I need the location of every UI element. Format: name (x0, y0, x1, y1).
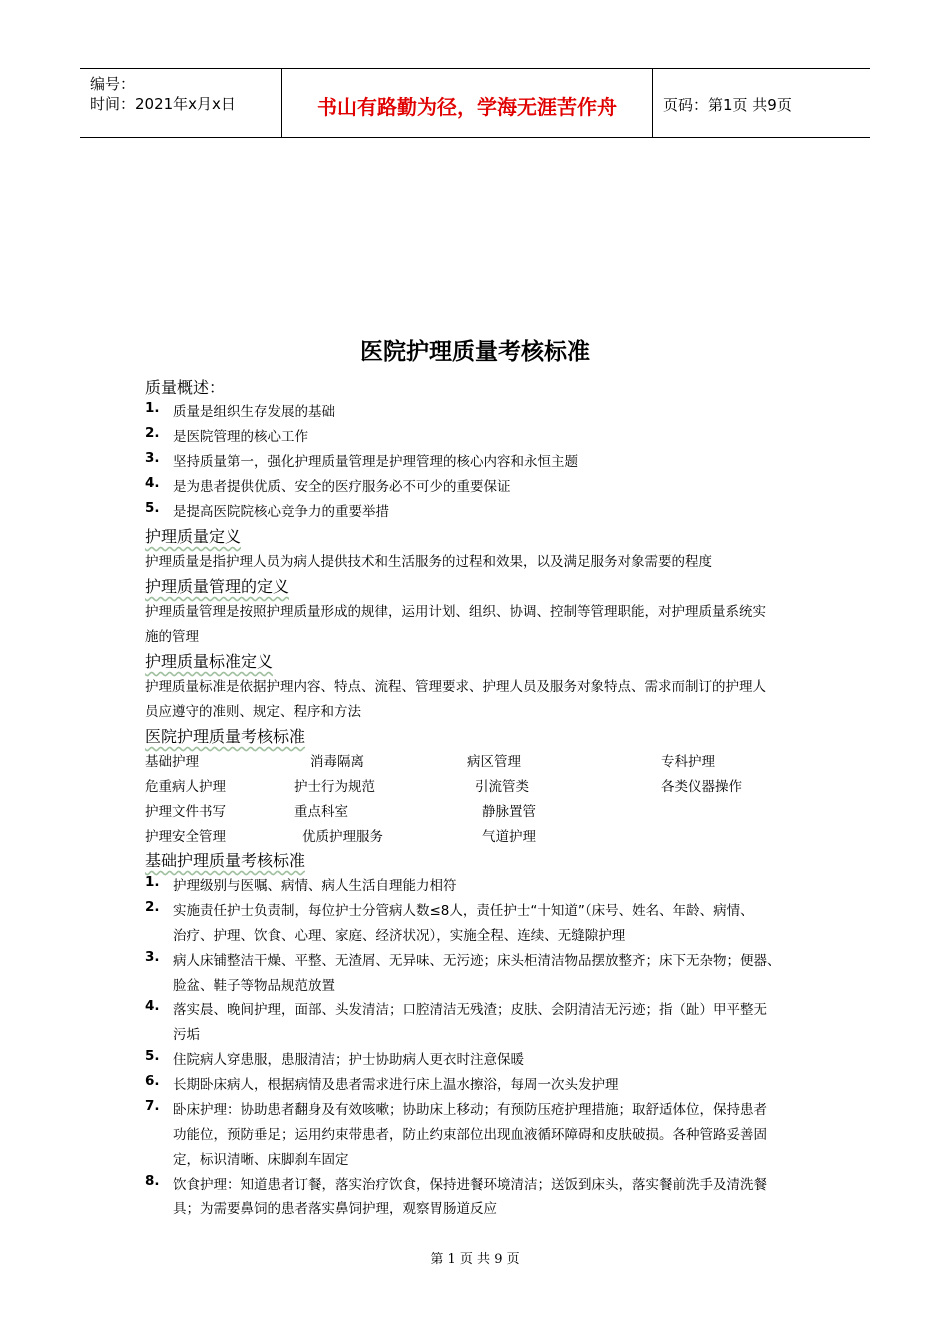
basic-item-number: 5. (145, 1048, 160, 1064)
basic-item-line: 脸盆、鞋子等物品规范放置 (173, 978, 335, 994)
overview-item-text: 质量是组织生存发展的基础 (173, 404, 335, 420)
basic-item-line: 病人床铺整洁干燥、平整、无渣屑、无异味、无污迹；床头柜清洁物品摆放整齐；床下无杂物；便器、 (173, 953, 781, 969)
basic-item-line: 实施责任护士负责制，每位护士分管病人数≤8人，责任护士“十知道”（床号、姓名、年龄、病情、 (173, 903, 754, 919)
overview-item-text: 是医院管理的核心工作 (173, 429, 308, 445)
overview-item-number: 3. (145, 450, 160, 466)
basic-item-line: 具；为需要鼻饲的患者落实鼻饲护理，观察胃肠道反应 (173, 1201, 497, 1217)
standards-cell: 气道护理 (482, 829, 536, 845)
overview-item-text: 坚持质量第一，强化护理质量管理是护理管理的核心内容和永恒主题 (173, 454, 578, 470)
standards-cell: 引流管类 (475, 779, 529, 795)
standards-cell: 专科护理 (661, 754, 715, 770)
standards-cell: 重点科室 (294, 804, 348, 820)
def2-line: 护理质量管理是按照护理质量形成的规律，运用计划、组织、协调、控制等管理职能，对护理质量系统实 (145, 604, 766, 620)
overview-item-number: 4. (145, 475, 160, 491)
standards-cell: 基础护理 (145, 754, 199, 770)
standards-cell: 消毒隔离 (310, 754, 364, 770)
basic-item-line: 饮食护理：知道患者订餐，落实治疗饮食，保持进餐环境清洁；送饭到床头，落实餐前洗手及清洗餐 (173, 1177, 767, 1193)
standards-cell: 护理文件书写 (145, 804, 226, 820)
def3-line: 员应遵守的准则、规定、程序和方法 (145, 704, 361, 720)
basic-item-number: 8. (145, 1173, 160, 1189)
basic-item-line: 卧床护理：协助患者翻身及有效咳嗽；协助床上移动；有预防压疮护理措施；取舒适体位，保持患者 (173, 1102, 767, 1118)
document-number: 编号： (90, 75, 136, 93)
overview-item-text: 是为患者提供优质、安全的医疗服务必不可少的重要保证 (173, 479, 511, 495)
basic-item-line: 治疗、护理、饮食、心理、家庭、经济状况），实施全程、连续、无缝隙护理 (173, 928, 626, 944)
page-footer: 第 1 页 共 9 页 (430, 1252, 520, 1267)
header-motto-cell (282, 69, 653, 137)
basic-item-number: 3. (145, 949, 160, 965)
document-time: 时间：2021年x月x日 (90, 95, 236, 113)
basic-item-number: 6. (145, 1073, 160, 1089)
overview-heading: 质量概述： (145, 378, 226, 397)
def1-text: 护理质量是指护理人员为病人提供技术和生活服务的过程和效果，以及满足服务对象需要的程度 (145, 554, 712, 570)
document-header (80, 68, 870, 138)
def3-heading: 护理质量标准定义 (145, 652, 274, 671)
standards-heading: 医院护理质量考核标准 (145, 727, 306, 746)
standards-cell: 优质护理服务 (302, 829, 383, 845)
overview-item-number: 2. (145, 425, 160, 441)
basic-item-number: 7. (145, 1098, 160, 1114)
standards-cell: 病区管理 (467, 754, 521, 770)
overview-item-text: 是提高医院院核心竞争力的重要举措 (173, 504, 389, 520)
standards-cell: 护士行为规范 (294, 779, 375, 795)
def1-heading: 护理质量定义 (145, 527, 242, 546)
header-page-cell (653, 69, 870, 137)
overview-item-number: 1. (145, 400, 160, 416)
basic-item-line: 污垢 (173, 1027, 200, 1043)
page-title: 医院护理质量考核标准 (360, 338, 590, 365)
basic-item-line: 定，标识清晰、床脚刹车固定 (173, 1152, 349, 1168)
def2-heading: 护理质量管理的定义 (145, 577, 290, 596)
header-info-cell (80, 69, 282, 137)
header-page-code: 页码：第1页 共9页 (663, 96, 792, 114)
basic-heading: 基础护理质量考核标准 (145, 851, 306, 870)
standards-cell: 护理安全管理 (145, 829, 226, 845)
basic-item-line: 功能位，预防垂足；运用约束带患者，防止约束部位出现血液循环障碍和皮肤破损。各种管路妥善固 (173, 1127, 767, 1143)
basic-item-line: 落实晨、晚间护理，面部、头发清洁；口腔清洁无残渣；皮肤、会阴清洁无污迹；指（趾）甲平整无 (173, 1002, 767, 1018)
standards-cell: 静脉置管 (482, 804, 536, 820)
overview-item-number: 5. (145, 500, 160, 516)
header-motto: 书山有路勤为径，学海无涯苦作舟 (317, 95, 617, 119)
basic-item-number: 4. (145, 998, 160, 1014)
basic-item-line: 护理级别与医嘱、病情、病人生活自理能力相符 (173, 878, 457, 894)
def3-line: 护理质量标准是依据护理内容、特点、流程、管理要求、护理人员及服务对象特点、需求而制订的护理人 (145, 679, 766, 695)
basic-item-line: 长期卧床病人，根据病情及患者需求进行床上温水擦浴，每周一次头发护理 (173, 1077, 619, 1093)
basic-item-number: 1. (145, 874, 160, 890)
standards-cell: 危重病人护理 (145, 779, 226, 795)
basic-item-line: 住院病人穿患服，患服清洁；护士协助病人更衣时注意保暖 (173, 1052, 524, 1068)
def2-line: 施的管理 (145, 629, 199, 645)
standards-cell: 各类仪器操作 (661, 779, 742, 795)
basic-item-number: 2. (145, 899, 160, 915)
